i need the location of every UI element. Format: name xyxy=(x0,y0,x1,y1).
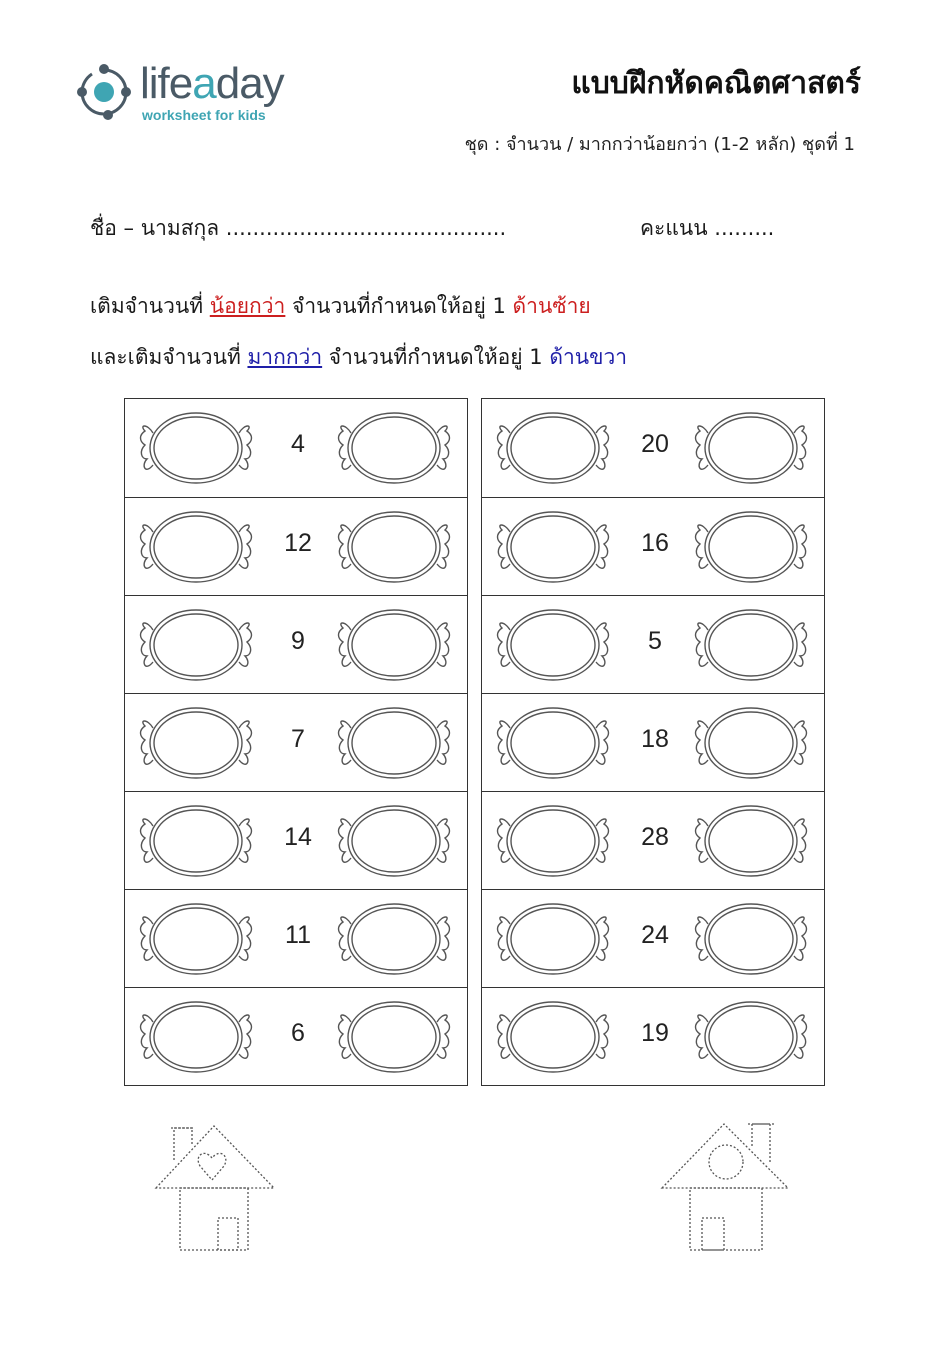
candy-answer-icon[interactable] xyxy=(137,704,255,782)
candy-answer-icon[interactable] xyxy=(137,508,255,586)
candy-answer-icon[interactable] xyxy=(692,606,810,684)
lifeaday-logo xyxy=(74,58,314,128)
candy-answer-icon[interactable] xyxy=(494,508,612,586)
house-circle-icon xyxy=(660,1118,792,1254)
problem-row xyxy=(482,987,824,1085)
worksheet-title: แบบฝึกหัดคณิตศาสตร์ xyxy=(571,66,861,101)
candy-answer-icon[interactable] xyxy=(692,900,810,978)
keyword-more: มากกว่า xyxy=(247,345,323,369)
problem-row xyxy=(125,595,467,693)
candy-answer-icon[interactable] xyxy=(692,409,810,487)
candy-answer-icon[interactable] xyxy=(494,802,612,880)
candy-answer-icon[interactable] xyxy=(692,802,810,880)
candy-answer-icon[interactable] xyxy=(335,704,453,782)
given-number: 11 xyxy=(285,921,311,949)
candy-answer-icon[interactable] xyxy=(494,704,612,782)
given-number: 14 xyxy=(284,823,312,851)
problem-row xyxy=(125,399,467,497)
given-number: 5 xyxy=(648,627,662,655)
molecule-logo-icon xyxy=(74,60,136,126)
candy-answer-icon[interactable] xyxy=(137,900,255,978)
given-number: 16 xyxy=(641,529,669,557)
score-field xyxy=(640,212,774,245)
candy-answer-icon[interactable] xyxy=(494,606,612,684)
candy-answer-icon[interactable] xyxy=(494,409,612,487)
name-label: ชื่อ – นามสกุล xyxy=(90,216,220,240)
problem-panel-right xyxy=(481,398,825,1086)
candy-answer-icon[interactable] xyxy=(335,900,453,978)
problem-row xyxy=(482,399,824,497)
candy-answer-icon[interactable] xyxy=(692,704,810,782)
name-field xyxy=(90,212,506,245)
candy-answer-icon[interactable] xyxy=(137,409,255,487)
logo-tagline: worksheet for kids xyxy=(142,107,266,123)
given-number: 12 xyxy=(284,529,312,557)
problem-row xyxy=(125,693,467,791)
logo-wordmark: lifeaday xyxy=(140,59,284,108)
given-number: 4 xyxy=(291,430,305,458)
instruction-more: และเติมจำนวนที่ มากกว่า จำนวนที่กำหนดให้อยู่ 1 ด้านขวา xyxy=(90,345,628,369)
candy-answer-icon[interactable] xyxy=(137,802,255,880)
candy-answer-icon[interactable] xyxy=(335,998,453,1076)
problem-row xyxy=(125,889,467,987)
candy-answer-icon[interactable] xyxy=(335,508,453,586)
given-number: 9 xyxy=(291,627,305,655)
house-heart-icon xyxy=(152,1122,278,1252)
given-number: 28 xyxy=(641,823,669,851)
candy-answer-icon[interactable] xyxy=(137,998,255,1076)
candy-answer-icon[interactable] xyxy=(692,998,810,1076)
candy-answer-icon[interactable] xyxy=(335,802,453,880)
side-right-label: ด้านขวา xyxy=(549,345,628,369)
given-number: 18 xyxy=(641,725,669,753)
problem-panel-left xyxy=(124,398,468,1086)
score-dots: ......... xyxy=(714,216,775,240)
candy-answer-icon[interactable] xyxy=(335,606,453,684)
problem-row xyxy=(482,889,824,987)
worksheet-subtitle: ชุด : จำนวน / มากกว่าน้อยกว่า (1-2 หลัก) ชุดที่ 1 xyxy=(464,134,855,155)
instruction-less: เติมจำนวนที่ น้อยกว่า จำนวนที่กำหนดให้อยู่ 1 ด้านซ้าย xyxy=(90,294,591,318)
problem-row xyxy=(482,791,824,889)
given-number: 7 xyxy=(291,725,305,753)
problem-row xyxy=(482,497,824,595)
candy-answer-icon[interactable] xyxy=(494,998,612,1076)
given-number: 19 xyxy=(641,1019,669,1047)
problem-row xyxy=(482,693,824,791)
candy-answer-icon[interactable] xyxy=(137,606,255,684)
name-dots: .......................................... xyxy=(225,216,507,240)
side-left-label: ด้านซ้าย xyxy=(512,294,591,318)
keyword-less: น้อยกว่า xyxy=(209,294,286,318)
problem-row xyxy=(125,987,467,1085)
problem-row xyxy=(125,791,467,889)
problem-row xyxy=(125,497,467,595)
problem-row xyxy=(482,595,824,693)
given-number: 20 xyxy=(641,430,669,458)
score-label: คะแนน xyxy=(640,216,708,240)
given-number: 24 xyxy=(641,921,669,949)
candy-answer-icon[interactable] xyxy=(692,508,810,586)
candy-answer-icon[interactable] xyxy=(335,409,453,487)
given-number: 6 xyxy=(291,1019,305,1047)
candy-answer-icon[interactable] xyxy=(494,900,612,978)
